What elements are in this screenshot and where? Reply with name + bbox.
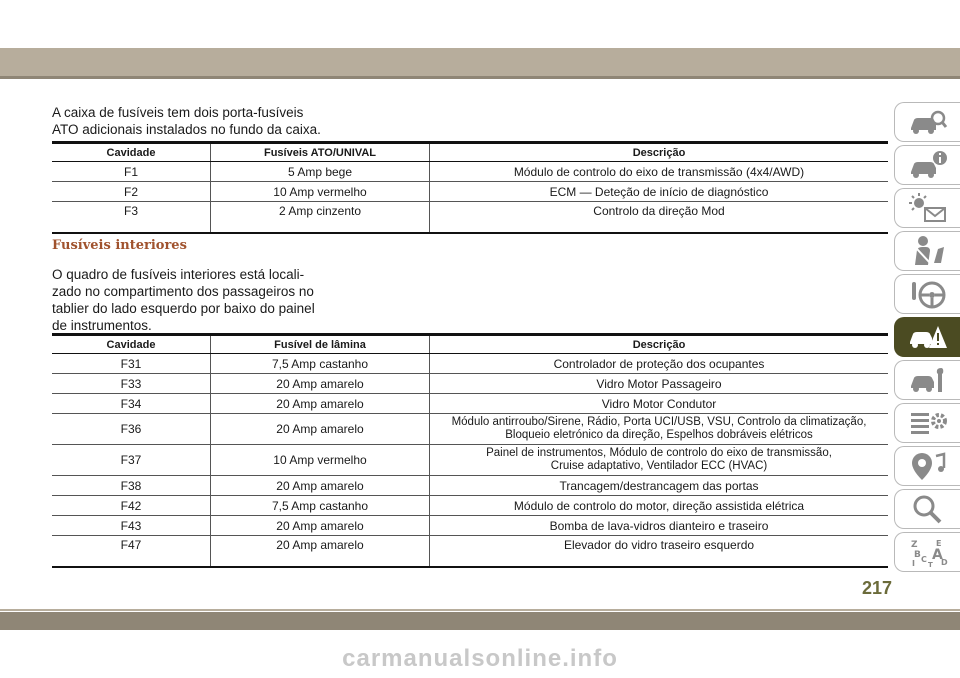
header-band-rule	[0, 76, 960, 79]
steering-wheel-icon	[908, 278, 948, 310]
table-row	[52, 445, 888, 476]
table-row	[52, 162, 888, 182]
description-line: Cruise adaptativo, Ventilador ECC (HVAC)	[550, 460, 768, 472]
column-header: Descrição	[430, 335, 889, 354]
description-line: Módulo antirroubo/Sirene, Rádio, Porta UCI/USB, VSU, Controlo da climatização,	[451, 416, 867, 428]
header-band	[0, 48, 960, 76]
index-letter: C	[920, 555, 927, 564]
car-wrench-icon	[908, 364, 948, 396]
fuse-cell: 2 Amp cinzento	[211, 202, 430, 234]
cavity-cell: F37	[52, 445, 211, 476]
fuse-cell: 20 Amp amarelo	[211, 394, 430, 414]
tab-customer-assistance[interactable]	[894, 489, 960, 529]
fuse-cell: 20 Amp amarelo	[211, 516, 430, 536]
tab-car-magnifier[interactable]	[894, 102, 960, 142]
section-title: Fusíveis interiores	[52, 238, 187, 253]
cavity-cell: F38	[52, 476, 211, 496]
description-cell: Módulo de controlo do eixo de transmissão (4x4/AWD)	[430, 162, 889, 182]
cavity-cell: F34	[52, 394, 211, 414]
fuse-cell: 5 Amp bege	[211, 162, 430, 182]
fuse-cell: 10 Amp vermelho	[211, 445, 430, 476]
description-cell: Vidro Motor Condutor	[430, 394, 889, 414]
column-header: Fusível de lâmina	[211, 335, 430, 354]
cavity-cell: F2	[52, 182, 211, 202]
watermark: carmanualsonline.info	[342, 645, 618, 672]
index-letter: A	[931, 547, 943, 563]
dashboard-light-mail-icon	[908, 192, 948, 224]
index-letter: T	[927, 561, 933, 568]
fuse-table-ato	[52, 141, 888, 234]
car-magnifier-icon	[908, 106, 948, 138]
index-letter: Z	[910, 540, 918, 550]
column-header: Cavidade	[52, 143, 211, 162]
tab-technical-specs[interactable]	[894, 403, 960, 443]
description-cell: Controlo da direção Mod	[430, 202, 889, 234]
description-line: Painel de instrumentos, Módulo de controlo do eixo de transmissão,	[486, 447, 832, 459]
page-number: 217	[861, 578, 892, 598]
index-letter: B	[913, 550, 921, 560]
intro-paragraph: A caixa de fusíveis tem dois porta-fusíveis ATO adicionais instalados no fundo da caixa.	[52, 105, 321, 137]
table-row	[52, 354, 888, 374]
table-header-row	[52, 335, 888, 354]
table-row	[52, 182, 888, 202]
table-row	[52, 536, 888, 568]
description-cell: Controlador de proteção dos ocupantes	[430, 354, 889, 374]
description-cell	[430, 414, 889, 445]
description-cell: Elevador do vidro traseiro esquerdo	[430, 536, 889, 568]
fuse-cell: 7,5 Amp castanho	[211, 354, 430, 374]
cavity-cell: F1	[52, 162, 211, 182]
fuse-cell: 20 Amp amarelo	[211, 414, 430, 445]
car-info-icon	[908, 149, 948, 181]
list-gear-icon	[908, 407, 948, 439]
search-icon	[908, 493, 948, 525]
car-warning-icon	[908, 321, 948, 353]
table-header-row	[52, 143, 888, 162]
section-paragraph: O quadro de fusíveis interiores está locali-zado no compartimento dos passageiros no tablier do lado esquerdo por baixo do painel de instrumentos.	[52, 267, 315, 333]
table-row	[52, 374, 888, 394]
description-cell	[430, 445, 889, 476]
cavity-cell: F3	[52, 202, 211, 234]
description-cell: ECM — Deteção de início de diagnóstico	[430, 182, 889, 202]
cavity-cell: F31	[52, 354, 211, 374]
tab-dashboard-lights[interactable]	[894, 188, 960, 228]
fuse-cell: 7,5 Amp castanho	[211, 496, 430, 516]
column-header: Descrição	[430, 143, 889, 162]
footer-band	[0, 612, 960, 630]
alphabet-index-icon	[908, 536, 948, 568]
tab-emergency[interactable]	[894, 317, 960, 357]
index-letter: I	[911, 559, 915, 568]
tab-starting-driving[interactable]	[894, 274, 960, 314]
cavity-cell: F36	[52, 414, 211, 445]
tab-car-info[interactable]	[894, 145, 960, 185]
table-row	[52, 476, 888, 496]
tab-multimedia[interactable]	[894, 446, 960, 486]
tab-safety[interactable]	[894, 231, 960, 271]
tab-servicing[interactable]	[894, 360, 960, 400]
fuse-cell: 10 Amp vermelho	[211, 182, 430, 202]
cavity-cell: F42	[52, 496, 211, 516]
cavity-cell: F47	[52, 536, 211, 568]
description-line: Bloqueio eletrónico da direção, Espelhos dobráveis elétricos	[505, 429, 813, 441]
table-row	[52, 414, 888, 445]
footer-band-rule	[0, 609, 960, 611]
table-row	[52, 202, 888, 234]
person-seatbelt-icon	[908, 235, 948, 267]
column-header: Fusíveis ATO/UNIVAL	[211, 143, 430, 162]
media-navigation-icon	[908, 450, 948, 482]
fuse-table-interior	[52, 333, 888, 568]
fuse-cell: 20 Amp amarelo	[211, 374, 430, 394]
description-cell: Bomba de lava-vidros dianteiro e traseiro	[430, 516, 889, 536]
fuse-cell: 20 Amp amarelo	[211, 476, 430, 496]
table-row	[52, 394, 888, 414]
fuse-cell: 20 Amp amarelo	[211, 536, 430, 568]
column-header: Cavidade	[52, 335, 211, 354]
cavity-cell: F33	[52, 374, 211, 394]
cavity-cell: F43	[52, 516, 211, 536]
table-row	[52, 496, 888, 516]
index-letter: D	[940, 558, 948, 567]
description-cell: Módulo de controlo do motor, direção assistida elétrica	[430, 496, 889, 516]
tab-index[interactable]	[894, 532, 960, 572]
description-cell: Trancagem/destrancagem das portas	[430, 476, 889, 496]
table-row	[52, 516, 888, 536]
index-letter: E	[935, 539, 941, 548]
description-cell: Vidro Motor Passageiro	[430, 374, 889, 394]
